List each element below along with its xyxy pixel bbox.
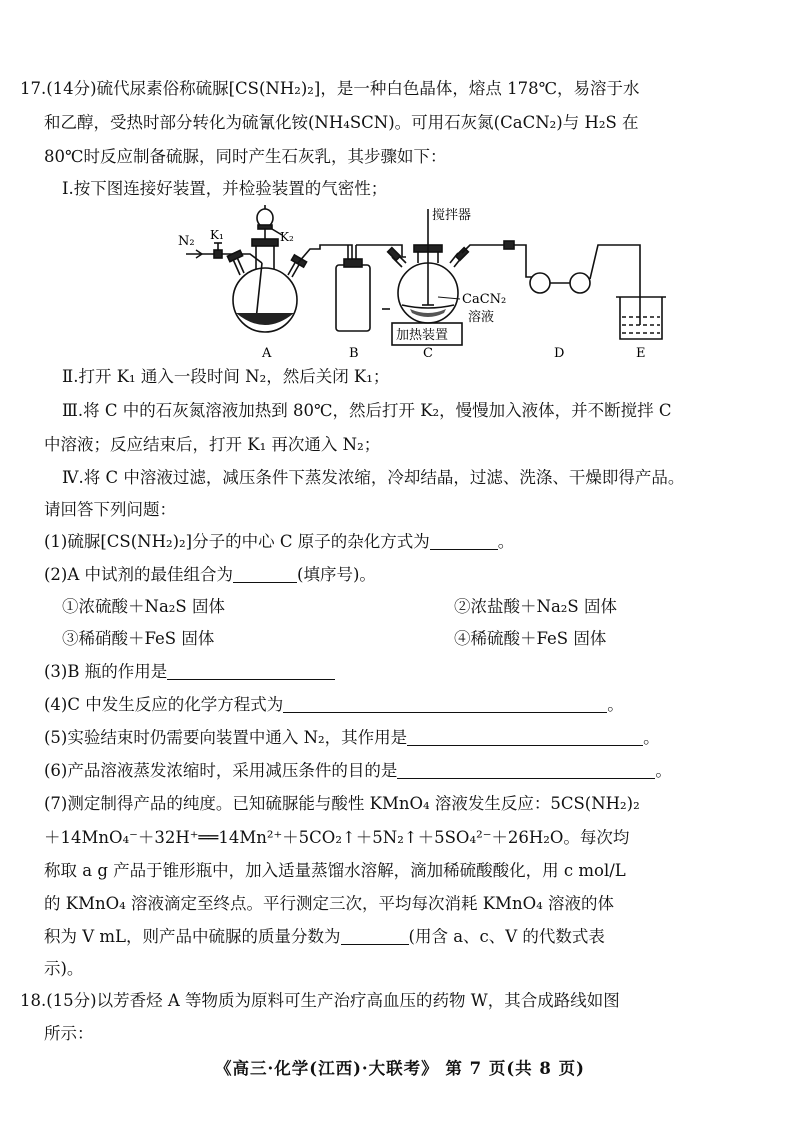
answer-blank-5[interactable] [407,729,643,746]
q17-part3: (3)B 瓶的作用是 [44,661,335,683]
q17-part7-line1: (7)测定制得产品的纯度。已知硫脲能与酸性 KMnO₄ 溶液发生反应：5CS(NH₂)₂ [44,794,640,813]
k2-label: K₂ [280,230,294,244]
label-e: E [636,346,646,360]
stirrer-label: 搅拌器 [432,208,472,223]
cacn2-label: CaCN₂ [462,292,507,307]
label-d: D [554,346,565,360]
answer-blank-7[interactable] [341,928,409,945]
option-4: ④稀硫酸＋FeS 固体 [454,629,607,648]
answer-blank-6[interactable] [397,762,655,779]
q17-prompt: 请回答下列问题： [44,500,176,519]
solution-label: 溶液 [468,310,495,325]
answer-blank-1[interactable] [430,533,498,550]
answer-blank-2[interactable] [233,566,297,583]
q17-step1: Ⅰ.按下图连接好装置，并检验装置的气密性； [62,179,388,198]
q17-part7-line4: 的 KMnO₄ 溶液滴定至终点。平行测定三次，平均每次消耗 KMnO₄ 溶液的体 [44,894,614,913]
answer-blank-3[interactable] [167,663,335,680]
q17-part7-line3: 称取 a g 产品于锥形瓶中，加入适量蒸馏水溶解，滴加稀硫酸酸化，用 c mol/L [44,861,626,880]
k1-label: K₁ [210,228,224,242]
q17-line3: 80℃时反应制备硫脲，同时产生石灰乳，其步骤如下： [44,147,447,166]
q17-part6: (6)产品溶液蒸发浓缩时，采用减压条件的目的是 。 [44,761,672,780]
n2-label: N₂ [178,234,195,249]
q17-line2: 和乙醇，受热时部分转化为硫氰化铵(NH₄SCN)。可用石灰氮(CaCN₂)与 H₂S 在 [44,113,639,132]
q17-part4: (4)C 中发生反应的化学方程式为 。 [44,695,624,714]
q17-part2: (2)A 中试剂的最佳组合为 (填序号)。 [44,565,376,584]
option-1: ①浓硫酸＋Na₂S 固体 [62,597,225,616]
q17-part7-line5: 积为 V mL，则产品中硫脲的质量分数为 (用含 a、c、V 的代数式表 [44,927,605,946]
label-b: B [349,346,359,360]
q17-step4: Ⅳ.将 C 中溶液过滤，减压条件下蒸发浓缩，冷却结晶，过滤、洗涤、干燥即得产品。 [62,468,685,487]
heating-label: 加热装置 [396,328,449,343]
q17-part7-line2: ＋14MnO₄⁻＋32H⁺══14Mn²⁺＋5CO₂↑＋5N₂↑＋5SO₄²⁻＋26H₂O。每次均 [44,828,630,847]
q18-line1: 18.(15分)以芳香烃 A 等物质为原料可生产治疗高血压的药物 W，其合成路线如图 [20,991,620,1010]
label-a: A [262,346,272,360]
q17-step2: Ⅱ.打开 K₁ 通入一段时间 N₂，然后关闭 K₁； [62,367,390,386]
page-footer: 《高三·化学(江西)·大联考》 第 7 页(共 8 页) [215,1059,585,1078]
q17-part7-line6: 示)。 [44,959,84,978]
apparatus-diagram [170,205,670,360]
q18-line2: 所示： [44,1024,94,1043]
q17-step3b: 中溶液；反应结束后，打开 K₁ 再次通入 N₂； [44,435,381,454]
option-2: ②浓盐酸＋Na₂S 固体 [454,597,617,616]
label-c: C [423,346,433,360]
option-3: ③稀硝酸＋FeS 固体 [62,629,215,648]
answer-blank-4[interactable] [283,696,607,713]
q17-part1: (1)硫脲[CS(NH₂)₂]分子的中心 C 原子的杂化方式为 。 [44,532,515,551]
q17-line1: 17.(14分)硫代尿素俗称硫脲[CS(NH₂)₂]，是一种白色晶体，熔点 178℃，易溶于水 [20,79,640,98]
q17-step3a: Ⅲ.将 C 中的石灰氮溶液加热到 80℃，然后打开 K₂，慢慢加入液体，并不断搅拌 C [62,401,672,420]
q17-part5: (5)实验结束时仍需要向装置中通入 N₂，其作用是 。 [44,728,660,747]
